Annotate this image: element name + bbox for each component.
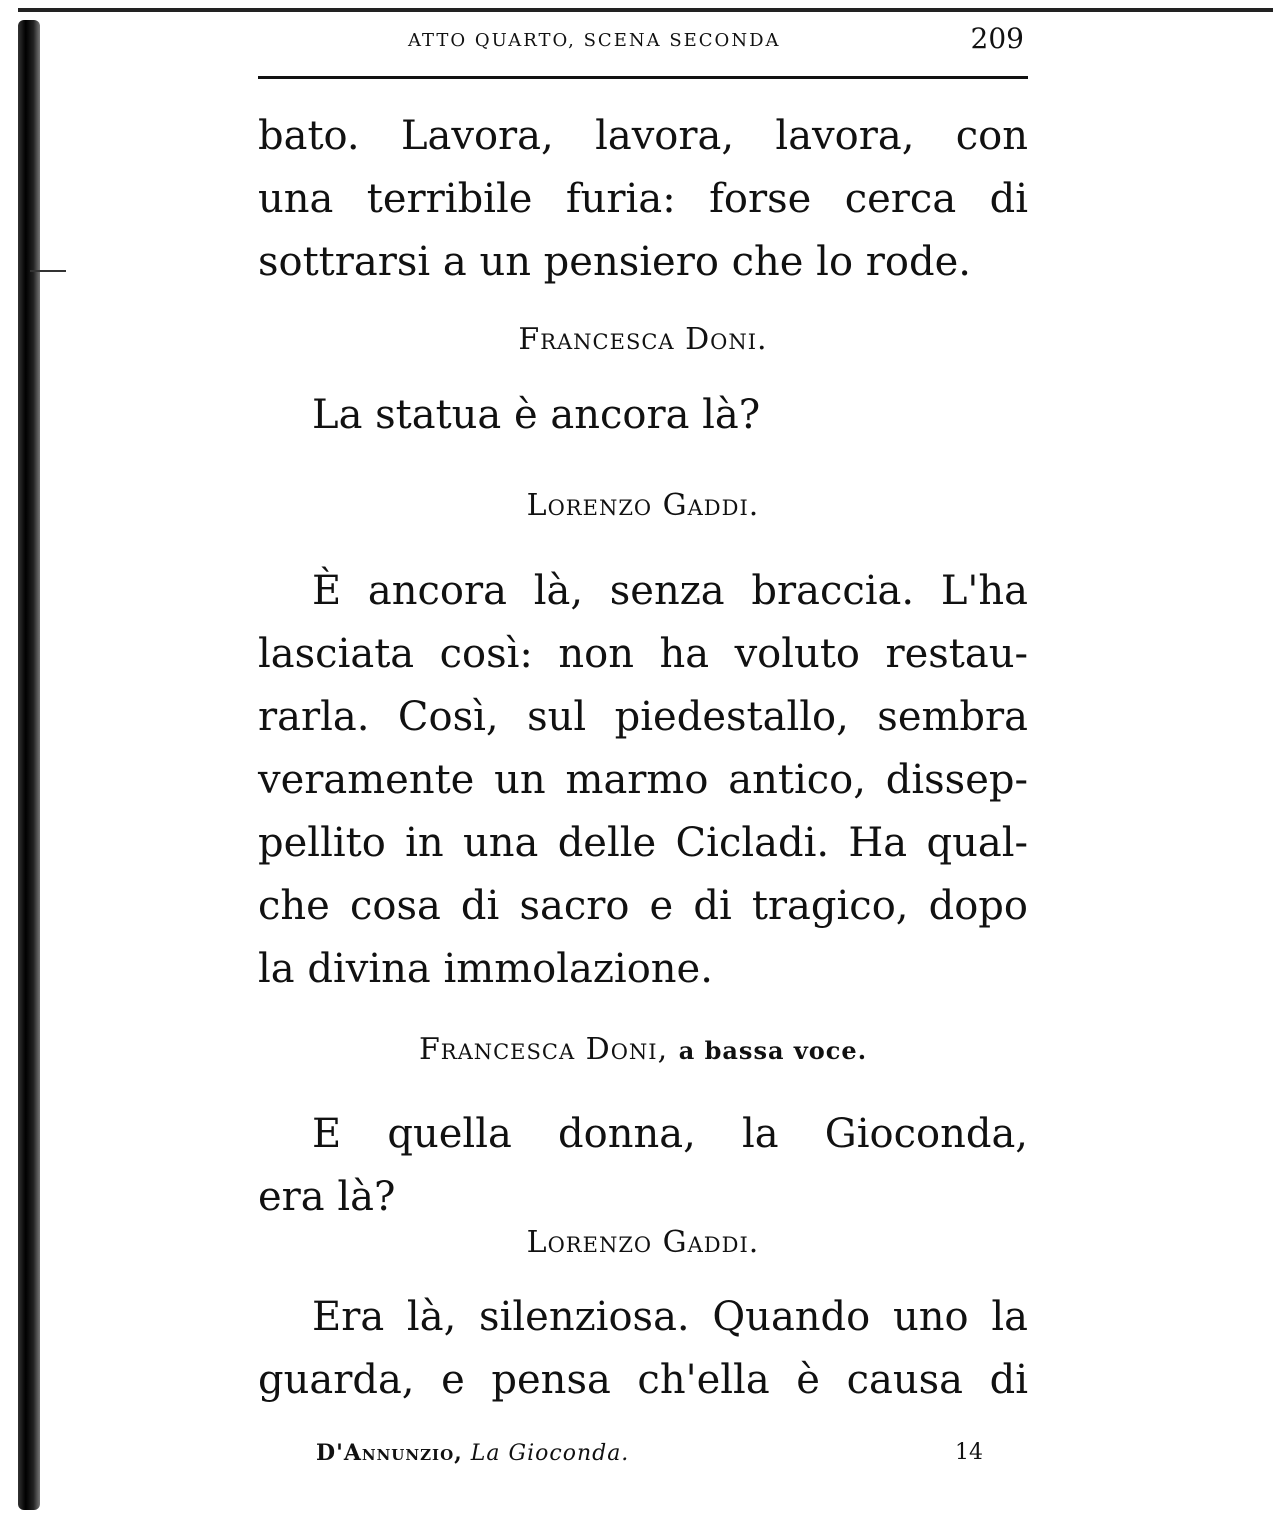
paragraph-1 [258,105,1028,294]
text-line: lasciata così: non ha voluto restau- [258,631,1028,677]
speaker-heading [258,1032,1028,1067]
paragraph-5 [258,1286,1028,1412]
text-line: La statua è ancora là? [312,392,761,438]
running-head: ATTO QUARTO, SCENA SECONDA [408,30,781,51]
text-line: pellito in una delle Cicladi. Ha qual- [258,820,1028,866]
text-line: era là? [258,1174,396,1220]
text-line: veramente un marmo antico, dissep- [258,757,1028,803]
text-line: una terribile furia: forse cerca di [258,176,1028,222]
text-line: rarla. Così, sul piedestallo, sembra [258,694,1028,740]
speaker-name: Lorenzo Gaddi. [526,1225,760,1260]
paragraph-4 [258,1103,1028,1229]
text-line: bato. Lavora, lavora, lavora, con [258,113,1028,159]
signature-number: 14 [955,1440,983,1465]
speaker-heading [258,488,1028,523]
page-number: 209 [970,22,1024,55]
speaker-name: Francesca Doni, [418,1032,669,1067]
text-line: Era là, silenziosa. Quando uno la [312,1294,1028,1340]
speaker-heading [258,1225,1028,1260]
header-rule [258,76,1028,79]
text-line: guarda, e pensa ch'ella è causa di [258,1357,1028,1403]
text-line: E quella donna, la Gioconda, [312,1111,1028,1157]
paragraph-3 [258,560,1028,1001]
speaker-name: Lorenzo Gaddi. [526,488,760,523]
page-edge-top [18,8,1273,12]
text-line: sottrarsi a un pensiero che lo rode. [258,239,971,285]
paragraph-2 [258,384,1028,447]
binding-shadow [18,20,40,1510]
footer-author: D'Annunzio, [316,1440,463,1466]
text-line: che cosa di sacro e di tragico, dopo [258,883,1028,929]
speaker-name: Francesca Doni. [518,322,768,357]
page-header [258,22,1028,62]
speaker-heading [258,322,1028,357]
footer-title: La Gioconda. [470,1441,630,1466]
text-line: È ancora là, senza braccia. L'ha [312,568,1028,614]
binding-mark [30,270,66,272]
text-line: la divina immolazione. [258,946,713,992]
footer-signature-line [316,1440,629,1466]
stage-direction: a bassa voce. [678,1036,868,1065]
